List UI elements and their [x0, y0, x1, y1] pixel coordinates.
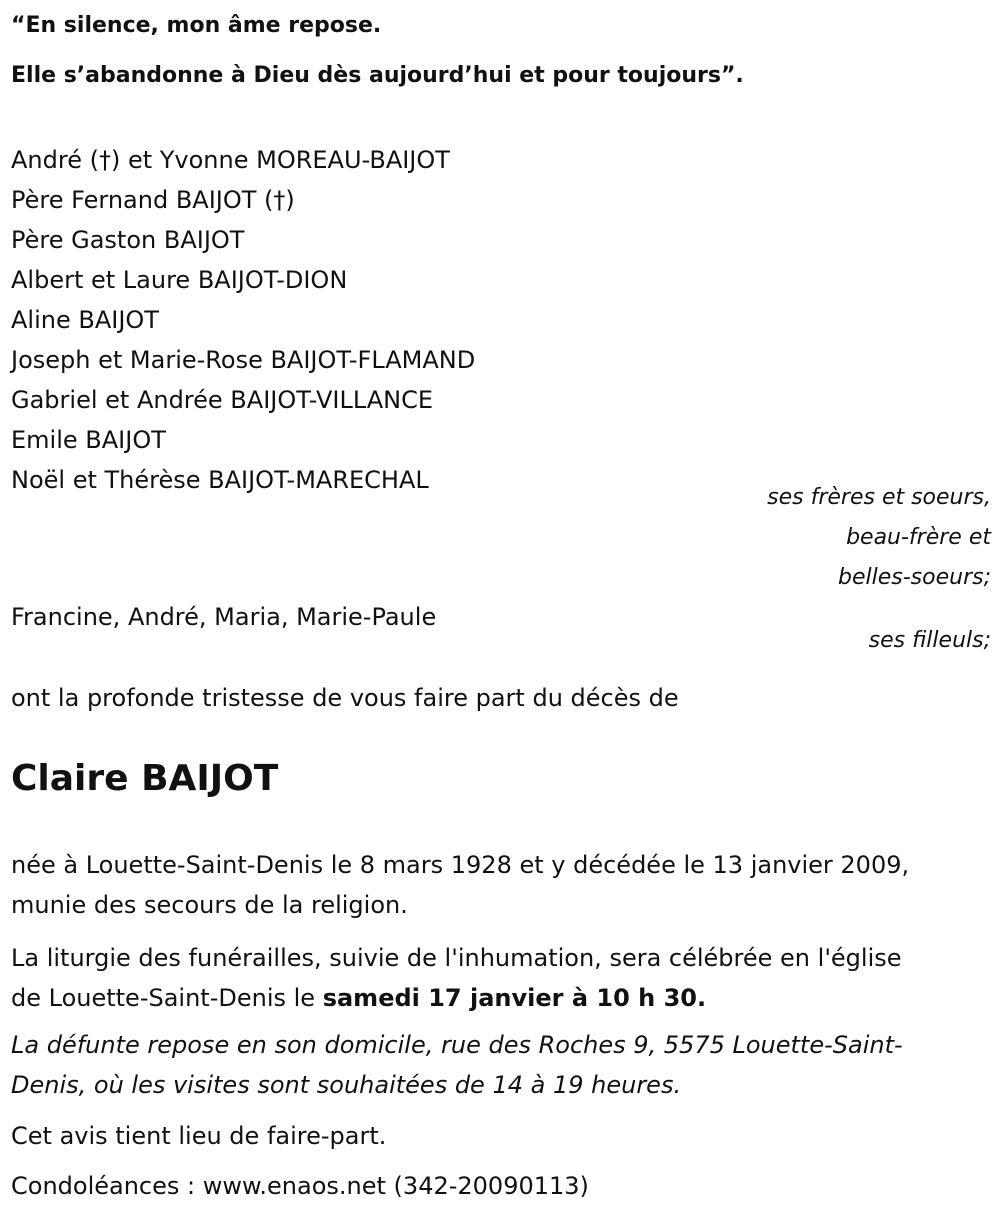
list-item: Noël et Thérèse BAIJOT-MARECHAL: [11, 466, 429, 494]
siblings-relation-line-2: beau-frère et: [846, 525, 991, 550]
birth-death-line-1: née à Louette-Saint-Denis le 8 mars 1928 et y décédée le 13 janvier 2009,: [11, 851, 910, 879]
list-item: Gabriel et Andrée BAIJOT-VILLANCE: [11, 386, 434, 414]
birth-death-paragraph: [11, 845, 991, 925]
funeral-date: samedi 17 janvier à 10 h 30.: [322, 984, 707, 1012]
liturgy-line-2: [11, 978, 991, 1018]
godchildren-names: Francine, André, Maria, Marie-Paule: [11, 603, 437, 631]
repose-paragraph: [11, 1025, 991, 1105]
list-item: Emile BAIJOT: [11, 426, 166, 454]
list-item: Aline BAIJOT: [11, 306, 159, 334]
list-item: Albert et Laure BAIJOT-DION: [11, 266, 348, 294]
liturgy-paragraph: [11, 938, 991, 1018]
liturgy-line-1: La liturgie des funérailles, suivie de l'inhumation, sera célébrée en l'église: [11, 944, 902, 972]
liturgy-line-2-prefix: de Louette-Saint-Denis le: [11, 984, 323, 1012]
godchildren-relation: ses filleuls;: [868, 628, 991, 653]
siblings-list: [11, 140, 475, 500]
list-item: André (†) et Yvonne MOREAU-BAIJOT: [11, 146, 450, 174]
repose-line-1: La défunte repose en son domicile, rue des Roches 9, 5575 Louette-Saint-: [11, 1031, 903, 1059]
list-item: Père Fernand BAIJOT (†): [11, 186, 295, 214]
deceased-name: Claire BAIJOT: [11, 758, 279, 799]
announcement-text: ont la profonde tristesse de vous faire part du décès de: [11, 684, 679, 712]
repose-line-2: Denis, où les visites sont souhaitées de 14 à 19 heures.: [11, 1071, 682, 1099]
quote-line-1: “En silence, mon âme repose.: [11, 13, 382, 38]
siblings-relation-line-1: ses frères et soeurs,: [767, 485, 991, 510]
list-item: Joseph et Marie-Rose BAIJOT-FLAMAND: [11, 346, 476, 374]
siblings-relation-line-3: belles-soeurs;: [838, 565, 991, 590]
birth-death-line-2: munie des secours de la religion.: [11, 891, 408, 919]
notice-text: Cet avis tient lieu de faire-part.: [11, 1122, 387, 1150]
list-item: Père Gaston BAIJOT: [11, 226, 245, 254]
condolences-text: Condoléances : www.enaos.net (342-20090113): [11, 1172, 589, 1200]
quote-line-2: Elle s’abandonne à Dieu dès aujourd’hui et pour toujours”.: [11, 63, 744, 88]
